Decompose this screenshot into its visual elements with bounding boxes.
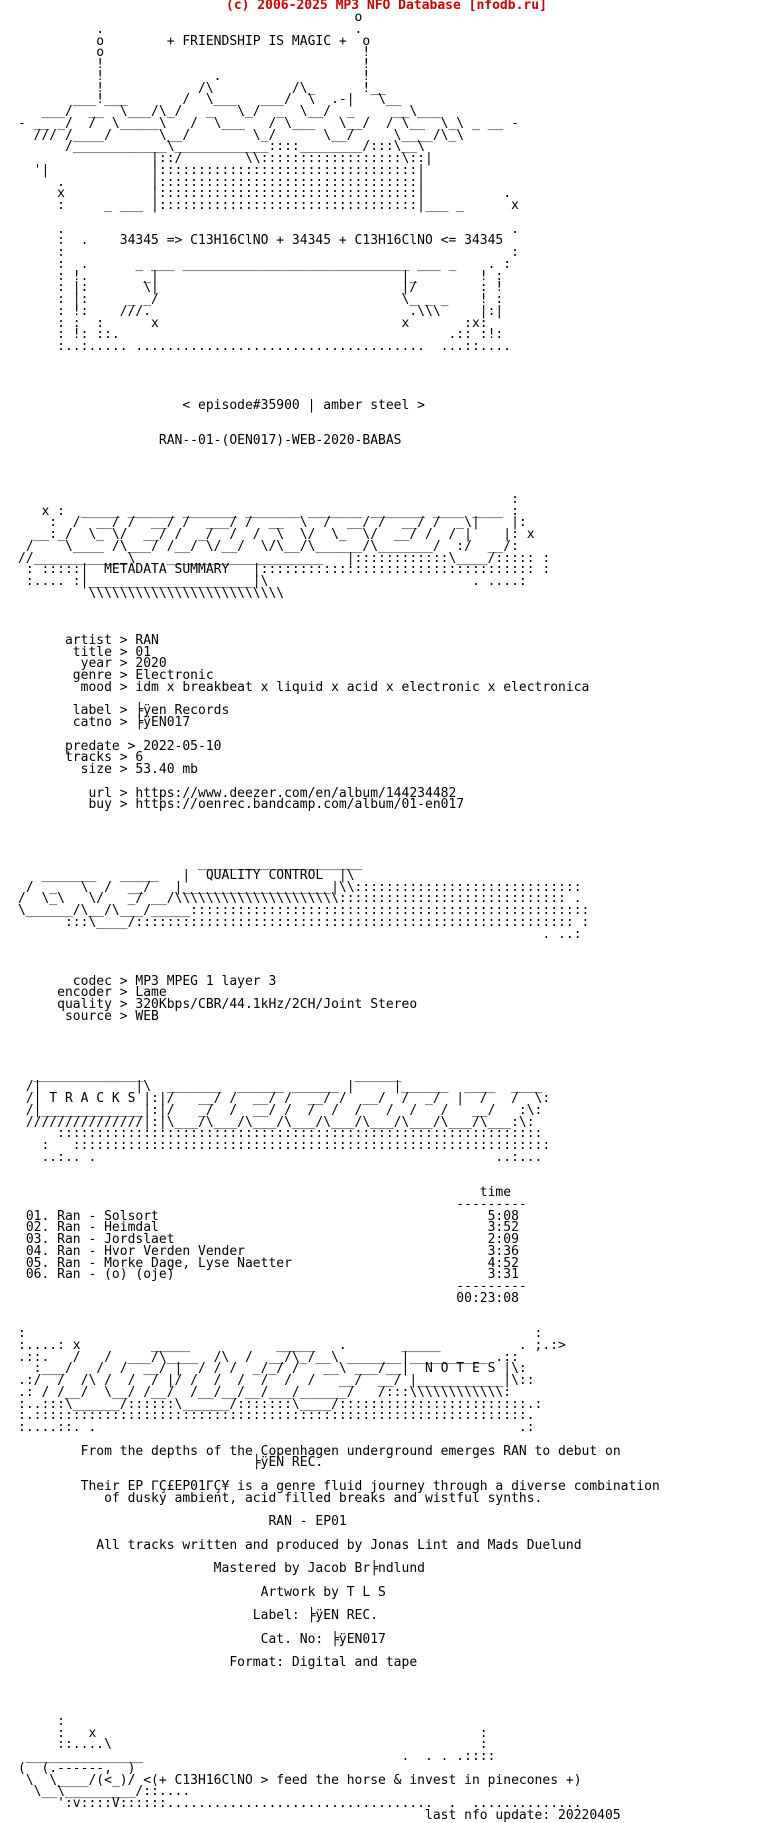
nfo-line: \\\\\\\\\\\\\\\\\\\\\\\\\ xyxy=(18,585,285,601)
nfo-line: :.... :|_____________________|\ . ....: xyxy=(18,574,527,589)
nfo-line: .:/ / /\ / / / |/ / / / / / / __/ __/ |___________|\:: xyxy=(18,1373,535,1388)
nfo-line: title > 01 xyxy=(18,644,152,660)
site-header: (c) 2006-2025 MP3 NFO Database [nfodb.ru] xyxy=(226,0,547,13)
nfo-line: :..:..... ..................................... ...::.... xyxy=(18,339,512,354)
nfo-line: \__\_________/::.... xyxy=(18,1784,191,1800)
nfo-line: 00:23:08 xyxy=(18,1290,519,1306)
nfo-line: . . xyxy=(18,21,504,37)
nfo-line: All tracks written and produced by Jonas Lint and Mads Duelund xyxy=(18,1537,582,1553)
nfo-line: size > 53.40 mb xyxy=(18,762,199,777)
nfo-line: / \_\ \/ _/ __/\\\\\\\\\\\\\\\\\\\\\::::::::::::::::::::::::::::: . xyxy=(18,891,582,907)
nfo-line: :....: x _____ _____ . _____ . ;.:> xyxy=(18,1337,566,1353)
nfo-line: : !. _| |_ ! : xyxy=(18,268,504,284)
nfo-line: 01. Ran - Solsort 5:08 xyxy=(18,1208,519,1224)
nfo-line: _______________ . . . .:::: xyxy=(18,1749,496,1764)
nfo-line: : x : xyxy=(18,1725,488,1741)
nfo-line: \______/\__/\___/_____::::::::::::::::::::::::::::::::::::::::::::::::::: xyxy=(18,903,590,918)
nfo-line: : . 34345 => C13H16ClNO + 34345 + C13H16ClNO <= 34345 xyxy=(18,233,519,249)
nfo-line: __:_/ \_ \/ __/ / _/ / / \ \/ \_ \/ __/ / / | |: x xyxy=(18,527,535,542)
nfo-line: /____________\____________::::________/:::\__\ xyxy=(18,139,519,155)
nfo-line: : |: _ _/ \_ _ _ ! : xyxy=(18,292,504,307)
nfo-line: of dusky ambient, acid filled breaks and wistful synths. xyxy=(18,1490,543,1506)
nfo-line: --------- xyxy=(18,1196,527,1212)
nfo-line: ::....\ : xyxy=(18,1737,488,1753)
nfo-line: /| T R A C K S |:|/ __/ / __/ / __/ / __/ / _/ | / / \: xyxy=(18,1091,551,1106)
nfo-line: ! . ! xyxy=(18,68,512,84)
nfo-line: / _ \ / __/ |___________________|\\::::::::::::::::::::::::::::: xyxy=(18,879,582,895)
nfo-line: RAN - EP01 xyxy=(18,1514,347,1529)
nfo-line: Their EP ΓÇ£EP01ΓÇ¥ is a genre fluid journey through a diverse combination xyxy=(18,1478,660,1494)
nfo-line: :.:::::::::::::::::::::::::::::::::::::::::::::::::::::::::::::::. xyxy=(18,1408,535,1424)
nfo-line: /// /____/ \__/ \_/ \__/ \____/\_\ xyxy=(18,127,519,143)
nfo-line: |::/ \\::::::::::::::::::\::| xyxy=(18,151,519,166)
nfo-line: last nfo update: 20220405 xyxy=(18,1807,621,1823)
nfo-line: . . xyxy=(18,221,519,237)
nfo-line: artist > RAN xyxy=(18,632,159,648)
nfo-line: Cat. No: ╞ÿEN017 xyxy=(18,1631,386,1647)
nfo-line: catno > ╞ÿEN017 xyxy=(18,715,191,730)
nfo-line: --------- xyxy=(18,1279,527,1294)
nfo-line: Label: ╞ÿEN REC. xyxy=(18,1608,379,1623)
nfo-line: : : xyxy=(18,245,519,260)
nfo-line: ╞ÿEN REC. xyxy=(18,1455,324,1471)
nfo-line: From the depths of the Copenhagen underground emerges RAN to debut on xyxy=(18,1443,621,1459)
nfo-line: : _ ___ |:::::::::::::::::::::::::::::::::|___ _ x xyxy=(18,198,519,213)
nfo-line: o + FRIENDSHIP IS MAGIC + o xyxy=(18,33,512,49)
nfo-line: / \____ /\___/ /__/ \/__/ \/\__/\______/\_______/ :/ __/: xyxy=(18,538,519,554)
nfo-line: ':v::::V::::::.................................. . .............. xyxy=(18,1796,582,1811)
nfo-line: : :::::| METADATA SUMMARY |::::::::::::::::::::::::::::::::::: : xyxy=(18,562,551,578)
nfo-line: encoder > Lame xyxy=(18,985,167,1001)
nfo-line: ! /\ /\_ !__ xyxy=(18,80,512,96)
nfo-line: year > 2020 xyxy=(18,656,167,672)
nfo-line: . |:::::::::::::::::::::::::::::::::| xyxy=(18,174,519,190)
nfo-line: : !: ::. .:: :!: xyxy=(18,327,504,343)
nfo-line: :....::. . .: xyxy=(18,1420,535,1435)
nfo-line: x : _____ ______ _______ _______ _______ _______ ____ ____ : xyxy=(18,503,519,519)
nfo-line: o ! xyxy=(18,45,512,61)
nfo-line: /| |\ _______ ______ ______ | |______ ____ ____ xyxy=(18,1079,551,1095)
nfo-line: time xyxy=(18,1185,512,1200)
nfo-line: ..:.. . ..:... xyxy=(18,1149,543,1165)
nfo-line: o xyxy=(18,10,504,25)
nfo-line: . ..: xyxy=(18,926,582,942)
nfo-line: :___/ / / __/ | / / / _/_/ / __\ ___/__| N O T E S |\: xyxy=(18,1361,527,1377)
nfo-line: ( (.------, ) xyxy=(18,1760,136,1776)
nfo-line: : : xyxy=(18,1326,543,1341)
nfo-line: 05. Ran - Morke Dage, Lyse Naetter 4:52 xyxy=(18,1255,519,1271)
nfo-line: : : : x x :x: xyxy=(18,315,488,331)
nfo-line: : ::::::::::::::::::::::::::::::::::::::::::::::::::::::::::::: xyxy=(18,1138,551,1153)
nfo-line: genre > Electronic xyxy=(18,668,214,683)
nfo-line: predate > 2022-05-10 xyxy=(18,738,222,754)
nfo-line: Format: Digital and tape xyxy=(18,1655,418,1670)
nfo-line: : |: \| |/ : ! xyxy=(18,280,504,296)
nfo-line: ______________ ______ xyxy=(18,1067,402,1083)
nfo-line: :::\____/:::::::::::::::::::::::::::::::::::::::::::::::::::::::: : xyxy=(18,914,590,930)
nfo-line: source > WEB xyxy=(18,1008,159,1024)
nfo-line: label > ╞ÿen Records xyxy=(18,703,230,719)
nfo-line: buy > https://oenrec.bandcamp.com/album/01-en017 xyxy=(18,797,465,813)
nfo-line: 04. Ran - Hvor Verden Vender 3:36 xyxy=(18,1243,519,1259)
nfo-line: ___!___ / \___ ___/ \ .-| \__ xyxy=(18,92,512,108)
nfo-line: : !: ///. .\\\ |:| xyxy=(18,303,504,319)
nfo-line: .: / /__/ \__/ /__/ /__/__/__/___/______/ /:::\\\\\\\\\\\\: xyxy=(18,1384,512,1400)
nfo-line: \ \____/(<_)/ <(+ C13H16ClNO > feed the horse & invest in pinecones +) xyxy=(18,1772,582,1788)
nfo-line: _____________________ xyxy=(18,856,363,871)
nfo-line: tracks > 6 xyxy=(18,750,144,766)
nfo-line: : . _ ___ _____________________________ ___ _ . : xyxy=(18,256,512,272)
nfo-line: mood > idm x breakbeat x liquid x acid x electronic x electronica xyxy=(18,679,590,695)
nfo-line: 03. Ran - Jordslaet 2:09 xyxy=(18,1232,519,1247)
nfo-line: < episode#35900 | amber steel > xyxy=(18,397,425,413)
nfo-line: - __ _/ / \_____\ / \___ / \___ \__/ / \__ \_\ _ __ - xyxy=(18,115,519,131)
nfo-line: .::. / / ___/\____ /\ / __/\_/__\ _______|__________ .:: xyxy=(18,1349,519,1365)
nfo-line: : xyxy=(18,491,519,507)
nfo-line: ///////////////|:|\___/\___/\___/\___/\___/\___/\___/\___/\___:\: xyxy=(18,1114,535,1130)
nfo-line: :..:::\______/::::::\______/:::::::\____/::::::::::::::::::::::::.: xyxy=(18,1396,543,1412)
nfo-line: 02. Ran - Heimdal 3:52 xyxy=(18,1220,519,1236)
nfo-line: quality > 320Kbps/CBR/44.1kHz/2CH/Joint Stereo xyxy=(18,997,418,1012)
nfo-line: : / __/ / __/ / ___/ / __ \ / __/ / __/ / _\| |: xyxy=(18,515,527,531)
nfo-line: :::::::::::::::::::::::::::::::::::::::::::::::::::::::::::::: xyxy=(18,1126,543,1142)
nfo-line: //____________\ ____________________ |::::::::::::\____/::::: : xyxy=(18,550,551,566)
nfo-line: Artwork by T L S xyxy=(18,1584,386,1600)
nfo-line: ___/ __ \___/\_/ _ \_/ _ \__/ _ __\___ xyxy=(18,104,512,119)
nfo-line: RAN--01-(OEN017)-WEB-2020-BABAS xyxy=(18,433,402,448)
nfo-line: /|_____________|:|/ _/ / __/ / / / / / / / __/ :\: xyxy=(18,1102,543,1118)
nfo-line: _______ _____ | QUALITY CONTROL |\ xyxy=(18,867,355,883)
nfo-line: url > https://www.deezer.com/en/album/144234482 xyxy=(18,785,457,801)
nfo-line: : xyxy=(18,1713,65,1729)
nfo-line: 06. Ran - (o) (oje) 3:31 xyxy=(18,1267,519,1283)
nfo-line: '| |:::::::::::::::::::::::::::::::::| xyxy=(18,162,504,178)
nfo-line: ! ! xyxy=(18,57,512,72)
nfo-line: x |:::::::::::::::::::::::::::::::::| . xyxy=(18,186,519,202)
nfo-line: codec > MP3 MPEG 1 layer 3 xyxy=(18,973,277,989)
nfo-line: Mastered by Jacob Br╞ndlund xyxy=(18,1561,425,1576)
